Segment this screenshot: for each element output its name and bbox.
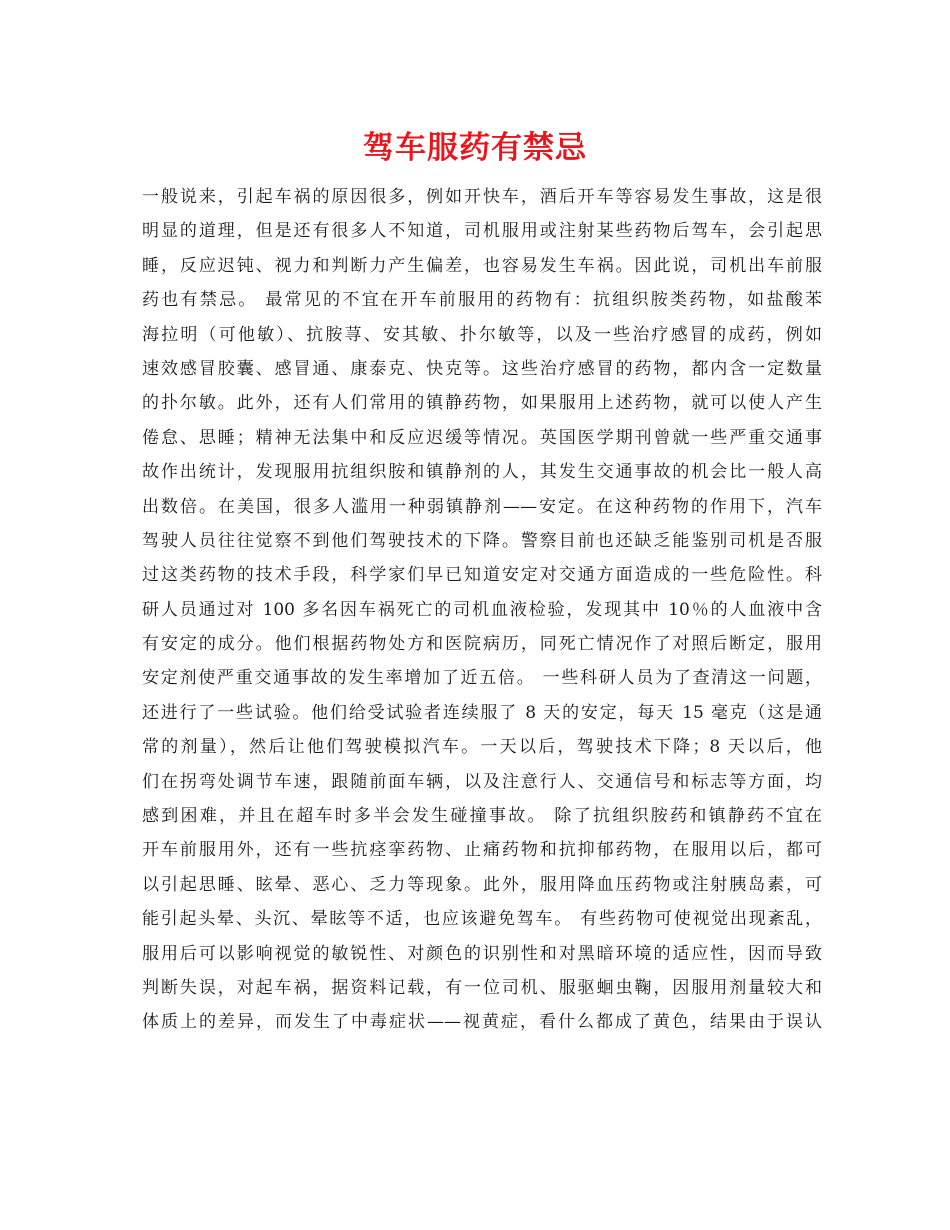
document-title: 驾车服药有禁忌: [363, 130, 587, 166]
body-line: 倦怠、思睡；精神无法集中和反应迟缓等情况。英国医学期刊曾就一些严重交通事: [142, 427, 822, 448]
body-line: 出数倍。在美国，很多人滥用一种弱镇静剂——安定。在这种药物的作用下，汽车: [142, 496, 822, 517]
body-line: 能引起头晕、头沉、晕眩等不适，也应该避免驾车。 有些药物可使视觉出现紊乱，: [142, 909, 822, 930]
body-line: 明显的道理，但是还有很多人不知道，司机服用或注射某些药物后驾车，会引起思: [142, 221, 822, 242]
body-line: 安定剂使严重交通事故的发生率增加了近五倍。 一些科研人员为了查清这一问题，: [142, 668, 822, 689]
body-line: 还进行了一些试验。他们给受试验者连续服了 8 天的安定，每天 15 毫克（这是通: [142, 702, 822, 723]
body-line: 海拉明（可他敏）、抗胺荨、安其敏、扑尔敏等，以及一些治疗感冒的成药，例如: [142, 324, 822, 345]
body-line: 药也有禁忌。 最常见的不宜在开车前服用的药物有：抗组织胺类药物，如盐酸苯: [142, 290, 822, 311]
body-line: 开车前服用外，还有一些抗痉挛药物、止痛药物和抗抑郁药物，在服用以后，都可: [142, 840, 822, 861]
body-line: 研人员通过对 100 多名因车祸死亡的司机血液检验，发现其中 10％的人血液中含: [142, 599, 822, 620]
body-line: 们在拐弯处调节车速，跟随前面车辆，以及注意行人、交通信号和标志等方面，均: [142, 771, 822, 792]
body-line: 常的剂量），然后让他们驾驶模拟汽车。一天以后，驾驶技术下降；8 天以后，他: [142, 737, 822, 758]
body-line: 过这类药物的技术手段，科学家们早已知道安定对交通方面造成的一些危险性。科: [142, 565, 822, 586]
body-line: 服用后可以影响视觉的敏锐性、对颜色的识别性和对黑暗环境的适应性，因而导致: [142, 943, 822, 964]
body-line: 故作出统计，发现服用抗组织胺和镇静剂的人，其发生交通事故的机会比一般人高: [142, 462, 822, 483]
body-line: 驾驶人员往往觉察不到他们驾驶技术的下降。警察目前也还缺乏能鉴别司机是否服: [142, 530, 822, 551]
body-line: 感到困难，并且在超车时多半会发生碰撞事故。 除了抗组织胺药和镇静药不宜在: [142, 806, 822, 827]
body-line: 体质上的差异，而发生了中毒症状——视黄症，看什么都成了黄色，结果由于误认: [142, 1012, 822, 1033]
body-line: 速效感冒胶囊、感冒通、康泰克、快克等。这些治疗感冒的药物，都内含一定数量: [142, 358, 822, 379]
body-line: 一般说来，引起车祸的原因很多，例如开快车，酒后开车等容易发生事故，这是很: [142, 187, 822, 207]
body-line: 判断失误，对起车祸，据资料记载，有一位司机、服驱蛔虫鞠，因服用剂量较大和: [142, 977, 822, 998]
body-line: 以引起思睡、眩晕、恶心、乏力等现象。此外，服用降血压药物或注射胰岛素，可: [142, 874, 822, 895]
body-line: 有安定的成分。他们根据药物处方和医院病历，同死亡情况作了对照后断定，服用: [142, 634, 822, 655]
document-body: [142, 180, 822, 1040]
body-line: 的扑尔敏。此外，还有人们常用的镇静药物，如果服用上述药物，就可以使人产生: [142, 393, 822, 414]
body-line: 睡，反应迟钝、视力和判断力产生偏差，也容易发生车祸。因此说，司机出车前服: [142, 255, 822, 276]
